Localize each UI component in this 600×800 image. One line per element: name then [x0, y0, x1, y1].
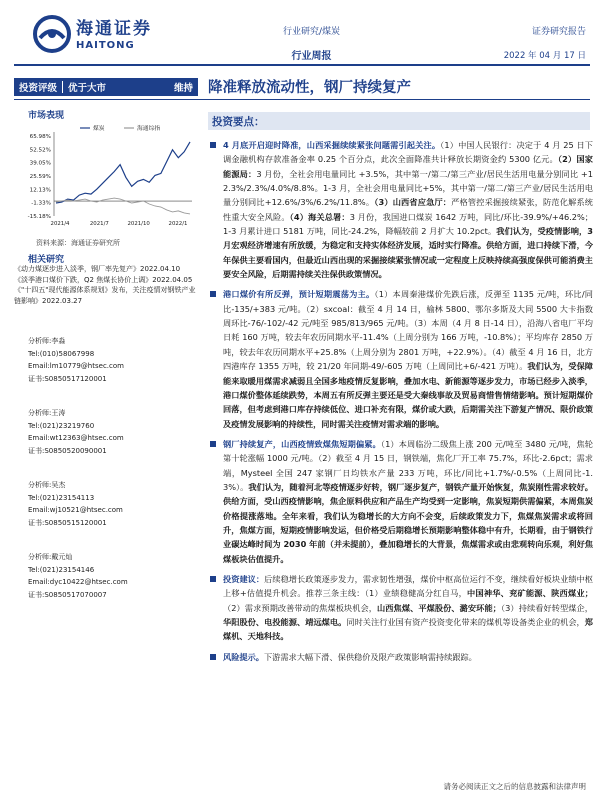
analyst-cert: 证书:S0850517120001 [28, 374, 107, 383]
y-tick-label: 12.13% [29, 187, 51, 194]
analyst-tel: Tel:(021)23154146 [28, 565, 95, 574]
y-tick-label: 25.59% [29, 174, 51, 180]
key-point-port-coal [209, 287, 593, 430]
logo-text-cn: 海通证券 [76, 19, 152, 39]
y-tick-label: -15.18% [27, 214, 51, 220]
chart-source: 资料来源：海通证券研究所 [36, 239, 120, 247]
company-logo [28, 12, 152, 58]
stock-picks: 华阳股份、电投能源、靖远煤电。 [223, 617, 347, 627]
related-list [14, 264, 200, 306]
analyst-email[interactable]: Email:dyc10422@htsec.com [28, 578, 128, 586]
bullet-icon [210, 654, 216, 660]
analyst-cert: 证书:S0850515120001 [28, 518, 107, 527]
analyst-name: 分析师:王涛 [28, 409, 66, 417]
header-rule [14, 64, 590, 66]
rating-value: 优于大市 [68, 83, 107, 94]
bullet-icon [210, 291, 216, 297]
y-tick-label: 39.05% [29, 160, 51, 167]
analyst-cert: 证书:S0850520090001 [28, 446, 107, 455]
key-point-risk [209, 650, 593, 664]
x-tick-label: 2021/10 [127, 221, 150, 227]
key-point-conclusion: 我们认为，受保障能来取暖用煤需求减弱且全国多地疫情反复影响，叠加水电、新能源等逐步发力，市场已经步入淡季，港口煤价整体延续跌势，本周五有所反弹主要还是受大秦线事故及贸易商惜售情绪影响。预计短期煤价回落，但考虑到港口库存持续低位、进口补充有限，煤价或大跌，后期需关注下游复产情况、限价政策及疫情发展影响的持续性，同时需关注疫情对需求端的影响。 [223, 361, 593, 429]
header-center [283, 24, 340, 62]
key-point-text: （1）中国人民银行：决定于 4 月 25 日下调金融机构存款准备金率 0.25 个百分点，此次全面降准共计释放长期资金约 5300 亿元。 [223, 140, 593, 165]
analyst-name: 分析师:吴杰 [28, 481, 66, 489]
stock-picks: 郑煤机、天地科技。 [223, 617, 593, 642]
y-tick-label: -1.33% [31, 200, 51, 207]
key-point-text: 下游需求大幅下滑、保供稳价及限产政策影响需持续跟踪。 [263, 651, 477, 662]
analyst-tel: Tel:(021)23154113 [28, 493, 95, 502]
stock-picks: 山西焦煤、平煤股份、潞安环能； [377, 602, 501, 613]
related-item[interactable]: 《淡季港口煤价下跌，Q2 焦煤长协价上调》2022.04.05 [14, 275, 193, 284]
series-line-coal [56, 142, 190, 203]
key-point-text: 3 月份，我国进口煤炭 1642 万吨，同比/环比-39.9%/+46.2%；1-3 月累计进口 5181 万吨，同比-24.2%，降幅较前 2 月扩大 10.2pct。 [223, 211, 593, 237]
series-line-index [56, 198, 190, 214]
key-point-coking-coal [209, 437, 593, 566]
analyst-tel: Tel:(021)23219760 [28, 421, 95, 430]
y-tick-label: 65.98% [29, 134, 51, 140]
key-point-conclusion: 我们认为，随着河北等疫情逐步好转，钢厂逐步复产，钢铁产量开始恢复，焦炭刚性需求较好。供给方面，受山西疫情影响，焦企原料供应和产品生产均受到一定影响，焦炭短期供需偏紧，本周焦炭价格提涨落地。全年来看，我们认为稳增长的大方向不会变，后续政策发力下，焦煤焦炭需求或将回升，焦煤方面，短期疫情影响发运，但价格受后期稳增长预期影响整体稳中有升，长期看，由于钢铁行业碳达峰时间为 2030 年前（并未提前），叠加稳增长的大背景，焦煤需求或由悲观转向乐观，利好焦煤板块估值提升。 [223, 481, 593, 564]
key-point-emph: （2）国家能源局： [223, 154, 593, 179]
key-point-policy [209, 138, 593, 281]
logo-text-en: HAITONG [76, 40, 135, 51]
key-points-body [209, 138, 593, 670]
x-tick-label: 2021/4 [50, 221, 70, 227]
y-tick-label: 52.52% [29, 147, 51, 154]
analyst-tel: Tel:(010)58067998 [28, 349, 95, 358]
bullet-icon [210, 441, 216, 447]
key-point-text: （2）需求预期改善带动的焦煤板块机会， [223, 602, 378, 613]
rating-label: 投资评级 [19, 83, 58, 94]
related-item[interactable]: 《动力煤逐步进入淡季，钢厂率先复产》2022.04.10 [14, 265, 181, 273]
key-point-investment [209, 572, 593, 644]
analyst-block [28, 407, 198, 457]
industry-label: 行业研究/煤炭 [283, 27, 341, 37]
analyst-block [28, 335, 198, 385]
analyst-block [28, 479, 198, 529]
rating-status: 维持 [173, 83, 193, 94]
key-point-text: （3）持续看好转型煤企， [500, 602, 593, 613]
key-point-heading: 风险提示。 [223, 651, 264, 662]
x-tick-label: 2021/7 [89, 221, 109, 227]
market-performance-chart [14, 122, 198, 232]
analyst-block [28, 551, 198, 601]
key-point-text: 3 月份，全社会用电量同比 +3.5%，其中第一/第二/第三产业/居民生活用电量分别同比 +12.3%/2.3%/4.0%/8.8%。1-3 月，全社会用电量同比+5%，其中第一/第二/第三产业/居民生活用电量分别同比+12.6%/3%/6.2%/11.8%。 [223, 168, 593, 208]
analyst-email[interactable]: Email:lm10779@htsec.com [28, 362, 124, 370]
analyst-name: 分析师:李淼 [28, 337, 66, 345]
report-date: 2022 年 04 月 17 日 [503, 51, 586, 61]
market-heading: 市场表现 [28, 111, 65, 121]
key-point-text: （1）本周临汾二级焦上涨 200 元/吨至 3480 元/吨，焦轮第十轮涨幅 1000 元/吨。（2）截至 4 月 15 日，钢铁端，焦化厂开工率 75.7%，环比-2.6pct；需求端，Mysteel 全国 247 家钢厂日均铁水产量 233 万吨，环比/同比+1.7%/-0.5%（上周同比-1.3%）。 [223, 438, 593, 492]
title-rule [14, 99, 590, 100]
stock-picks: 中国神华、兖矿能源、陕西煤业； [467, 588, 593, 599]
related-heading: 相关研究 [28, 255, 65, 265]
key-point-text: （1）本周秦港煤价先跌后涨，反弹至 1135 元/吨，环比/同比-135/+383 元/吨。（2）sxcoal：截至 4 月 14 日，榆林 5800、鄂尔多斯及大同 5500 大卡指数周环比-76/-102/-42 元/吨至 985/813/965 元/吨。（3）本周（4 月 8 日-14 日），沿海八省电厂平均日耗 160 万吨，较去年农历同期水平-11.4%（上周分别为 166 万吨，-10.8%）；平均库存 2850 万吨，较去年农历同期水平+25.8%（上周分别为 2801 万吨，+22.9%）。（4）截至 4 月 16 日，北方四港库存 1355 万吨，较 21/20 年同期-49/-605 万吨（上周同比+6/-421 万吨）。 [223, 289, 593, 372]
legend-label: 海通综指 [137, 126, 161, 132]
key-point-text: 严格管控采掘接续紧张，防范化解系统性重大安全风险。 [223, 197, 593, 222]
analyst-email[interactable]: Email:wj10521@htsec.com [28, 506, 123, 514]
disclaimer-footer: 请务必阅读正文之后的信息披露和法律声明 [443, 782, 586, 791]
x-tick-label: 2022/1 [168, 221, 188, 227]
doc-type: 证券研究报告 [531, 27, 586, 37]
legend-label: 煤炭 [93, 126, 105, 132]
report-type: 行业周报 [291, 51, 332, 62]
bullet-icon [210, 576, 216, 582]
analyst-name: 分析师:戴元灿 [28, 553, 73, 561]
bullet-icon [210, 142, 216, 148]
key-point-emph: （4）海关总署： [289, 211, 350, 222]
key-point-heading: 港口煤价有所反弹，预计短期震荡为主。 [223, 289, 375, 300]
key-point-text: 后续稳增长政策逐步发力，需求韧性增强，煤价中枢高位运行不变，继续看好板块业绩中枢上移+估值提升机会。推荐三条主线：（1）业绩稳健高分红自马， [223, 573, 593, 599]
key-point-heading: 投资建议： [223, 573, 265, 584]
key-point-heading: 4 月底开启迎时降准，山西采掘续续紧张问题需引起关注。 [223, 140, 441, 150]
key-points-bar [208, 112, 590, 130]
related-item[interactable]: 《"十四五"现代能源体系规划》发布，关注疫情对钢铁产业链影响》2022.03.27 [14, 286, 196, 305]
key-point-heading: 钢厂持续复产，山西疫情致煤焦短期偏紧。 [223, 438, 381, 449]
haitong-emblem-icon [32, 14, 72, 54]
key-points-heading: 投资要点： [212, 116, 265, 128]
header-right [504, 24, 586, 61]
report-title: 降准释放流动性，钢厂持续复产 [208, 80, 411, 96]
analyst-cert: 证书:S0850517070007 [28, 590, 107, 599]
analyst-email[interactable]: Email:wt12363@htsec.com [28, 434, 124, 442]
key-point-conclusion: 我们认为，受疫情影响，3 月宏观经济增速有所放缓，为稳定和支持实体经济发展，适时实行降准。供给方面，进口持续下滑，今年保供主要看国内，但最近山西出现的采掘接续紧张情况或一定程度上反映持续高强度保供可能消费主要安全风险，后期需持续关注保供政策情况。 [223, 226, 594, 280]
rating-bar [14, 78, 198, 96]
key-point-text: 同时关注行业国有资产投资变化带来的煤机等设备类企业的机会， [346, 617, 585, 627]
key-point-emph: （3）山西省应急厅： [374, 197, 452, 208]
